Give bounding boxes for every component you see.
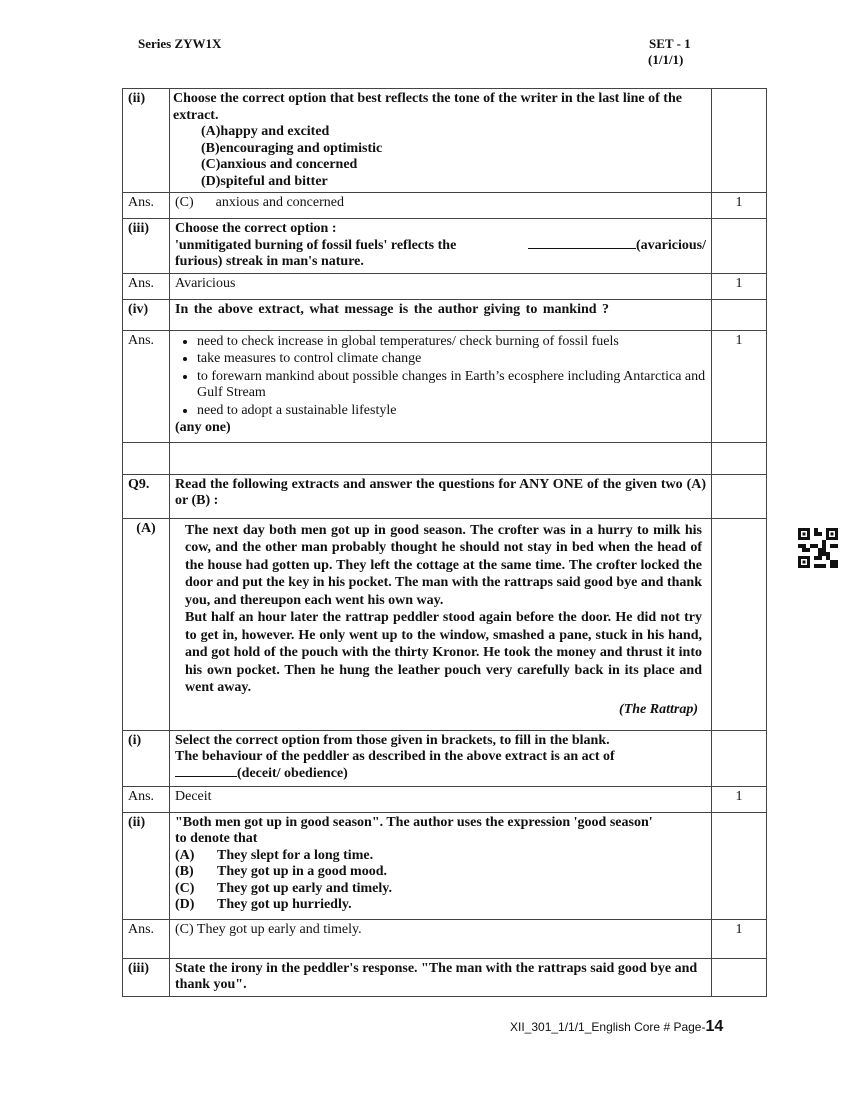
marks: 1 xyxy=(712,919,767,958)
marking-scheme-table xyxy=(122,88,767,997)
table-row xyxy=(123,219,767,274)
question-text: State the irony in the peddler's response. "The man with the rattraps said good bye and thank you". xyxy=(170,958,712,996)
set-code: (1/1/1) xyxy=(648,52,684,67)
question-number: (ii) xyxy=(123,812,170,919)
answer-option: (C) xyxy=(175,195,194,210)
table-row xyxy=(123,958,767,996)
answer-text: (C) They got up early and timely. xyxy=(170,919,712,958)
question-number: (iii) xyxy=(123,958,170,996)
question-number: (iv) xyxy=(123,299,170,330)
blank-line xyxy=(175,776,237,777)
table-row xyxy=(123,193,767,219)
blank-line xyxy=(528,248,636,249)
question-text: The behaviour of the peddler as described in the above extract is an act of xyxy=(175,749,615,764)
ans-label: Ans. xyxy=(123,786,170,812)
option: (D) They got up hurriedly. xyxy=(175,897,352,912)
question-number: (ii) xyxy=(123,89,170,193)
table-row xyxy=(123,442,767,474)
extract-paragraph: The next day both men got up in good season. The crofter was in a hurry to milk his cow, and the other man probably thought he should not stay in bed when the head of the house had gotten up. They left the cottage at the same time. The crofter locked the door and put the key in his pocket. The man with the rattraps said good bye and thank you, and thereupon each went his own way. xyxy=(185,522,702,608)
question-number: (i) xyxy=(123,730,170,786)
list-item: • take measures to control climate change xyxy=(197,351,706,368)
marks: 1 xyxy=(712,330,767,442)
ans-label: Ans. xyxy=(123,330,170,442)
table-row xyxy=(123,812,767,919)
table-row xyxy=(123,730,767,786)
question-text: 'unmitigated burning of fossil fuels' reflects the xyxy=(175,237,457,253)
answer-bullets xyxy=(175,334,706,420)
question-text: (avaricious/ xyxy=(636,237,706,253)
table-row xyxy=(123,786,767,812)
table-row xyxy=(123,273,767,299)
question-text: Select the correct option from those given in brackets, to fill in the blank. xyxy=(175,732,610,748)
question-text: furious) streak in man's nature. xyxy=(175,254,364,269)
question-text: Read the following extracts and answer the questions for ANY ONE of the given two (A) or (B) : xyxy=(170,474,712,518)
question-text: (deceit/ obedience) xyxy=(237,765,348,781)
ans-label: Ans. xyxy=(123,273,170,299)
series-label: Series ZYW1X xyxy=(138,36,222,51)
option: (C) They got up early and timely. xyxy=(175,880,393,896)
extract-source: (The Rattrap) xyxy=(619,701,698,717)
table-row xyxy=(123,330,767,442)
ans-label: Ans. xyxy=(123,919,170,958)
list-item: • to forewarn mankind about possible changes in Earth’s ecosphere including Antarctica and Gulf Stream xyxy=(197,369,706,402)
answer-text: anxious and concerned xyxy=(215,195,344,210)
table-row xyxy=(123,518,767,730)
marks: 1 xyxy=(712,193,767,219)
page-number: 14 xyxy=(705,1018,724,1035)
question-text: In the above extract, what message is the author giving to mankind ? xyxy=(170,299,712,330)
extract-paragraph: But half an hour later the rattrap peddler stood again before the door. He did not try to get in, however. He only went up to the window, smashed a pane, stuck in his hand, and got hold of the pouch with the thirty Kronor. He took the money and thrust it into his own pocket. Then he hung the leather pouch very carefully back in its place and went away. xyxy=(185,610,702,695)
question-number: Q9. xyxy=(123,474,170,518)
marks: 1 xyxy=(712,786,767,812)
option: (B)encouraging and optimistic xyxy=(201,140,383,156)
question-text: "Both men got up in good season". The author uses the expression 'good season' to denote that xyxy=(175,814,653,846)
table-row xyxy=(123,919,767,958)
question-text: Choose the correct option : xyxy=(175,221,337,236)
table-row xyxy=(123,474,767,518)
question-text: Choose the correct option that best reflects the tone of the writer in the last line of the extract. xyxy=(173,91,682,123)
qr-code-icon xyxy=(798,528,838,568)
option: (A)happy and excited xyxy=(201,124,330,139)
answer-note: (any one) xyxy=(175,420,231,435)
option: (A) They slept for a long time. xyxy=(175,847,374,863)
option: (D)spiteful and bitter xyxy=(201,173,328,189)
question-number: (A) xyxy=(123,518,170,730)
ans-label: Ans. xyxy=(123,193,170,219)
question-number: (iii) xyxy=(123,219,170,274)
table-row xyxy=(123,299,767,330)
list-item: • need to check increase in global temperatures/ check burning of fossil fuels xyxy=(197,334,706,351)
list-item: • need to adopt a sustainable lifestyle xyxy=(197,403,706,420)
set-label: SET - 1 xyxy=(649,36,691,51)
answer-text: Avaricious xyxy=(170,273,712,299)
marks: 1 xyxy=(712,273,767,299)
table-row xyxy=(123,89,767,193)
option: (B) They got up in a good mood. xyxy=(175,864,387,879)
answer-text: Deceit xyxy=(170,786,712,812)
footer-text: XII_301_1/1/1_English Core # Page- xyxy=(510,1020,706,1034)
page-footer xyxy=(510,1018,723,1036)
option: (C)anxious and concerned xyxy=(201,157,358,172)
